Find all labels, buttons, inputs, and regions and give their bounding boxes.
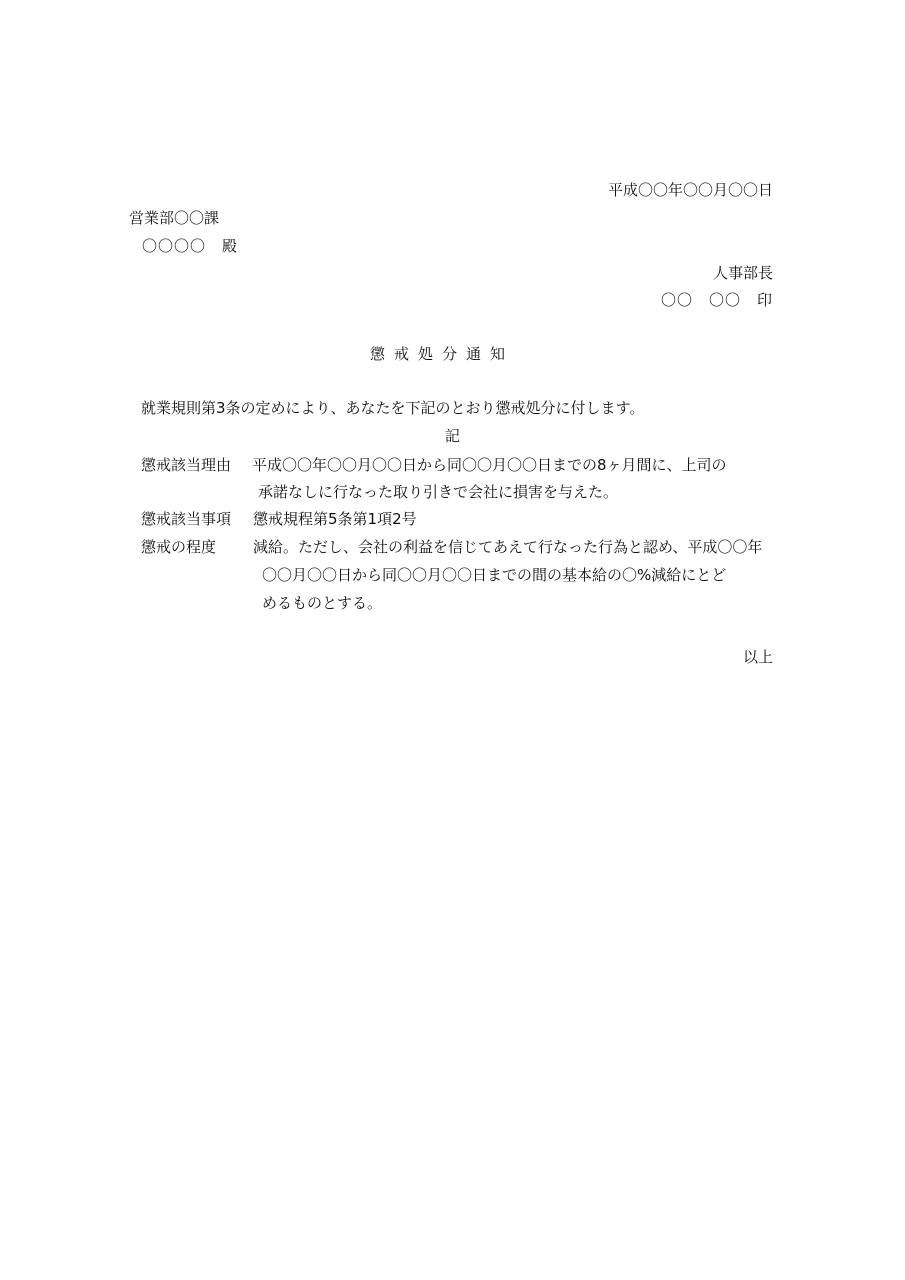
ki-heading: 記	[445, 427, 461, 445]
item-degree-line: 減給。ただし、会社の利益を信じてあえて行なった行為と認め、平成〇〇年	[253, 538, 763, 556]
issue-date: 平成〇〇年〇〇月〇〇日	[607, 181, 773, 199]
recipient-name: 〇〇〇〇 殿	[142, 237, 239, 255]
recipient-department: 営業部〇〇課	[129, 209, 220, 227]
closing-text: 以上	[742, 648, 773, 666]
sender-name: 〇〇 〇〇 印	[660, 291, 773, 309]
item-degree-line: めるものとする。	[262, 594, 383, 612]
item-matter-line: 懲戒規程第5条第1項2号	[253, 510, 417, 528]
item-label-matter: 懲戒該当事項	[141, 510, 232, 528]
item-label-reason: 懲戒該当理由	[141, 456, 232, 474]
document-title: 懲戒処分通知	[370, 345, 515, 363]
item-reason-line: 平成〇〇年〇〇月〇〇日から同〇〇月〇〇日までの8ヶ月間に、上司の	[252, 456, 727, 474]
intro-paragraph: 就業規則第3条の定めにより、あなたを下記のとおり懲戒処分に付します。	[141, 399, 645, 417]
item-degree-line: 〇〇月〇〇日から同〇〇月〇〇日までの間の基本給の〇%減給にとど	[262, 566, 727, 584]
item-label-degree: 懲戒の程度	[141, 538, 217, 556]
item-reason-line: 承諾なしに行なった取り引きで会社に損害を与えた。	[258, 483, 619, 501]
sender-title: 人事部長	[712, 264, 773, 282]
